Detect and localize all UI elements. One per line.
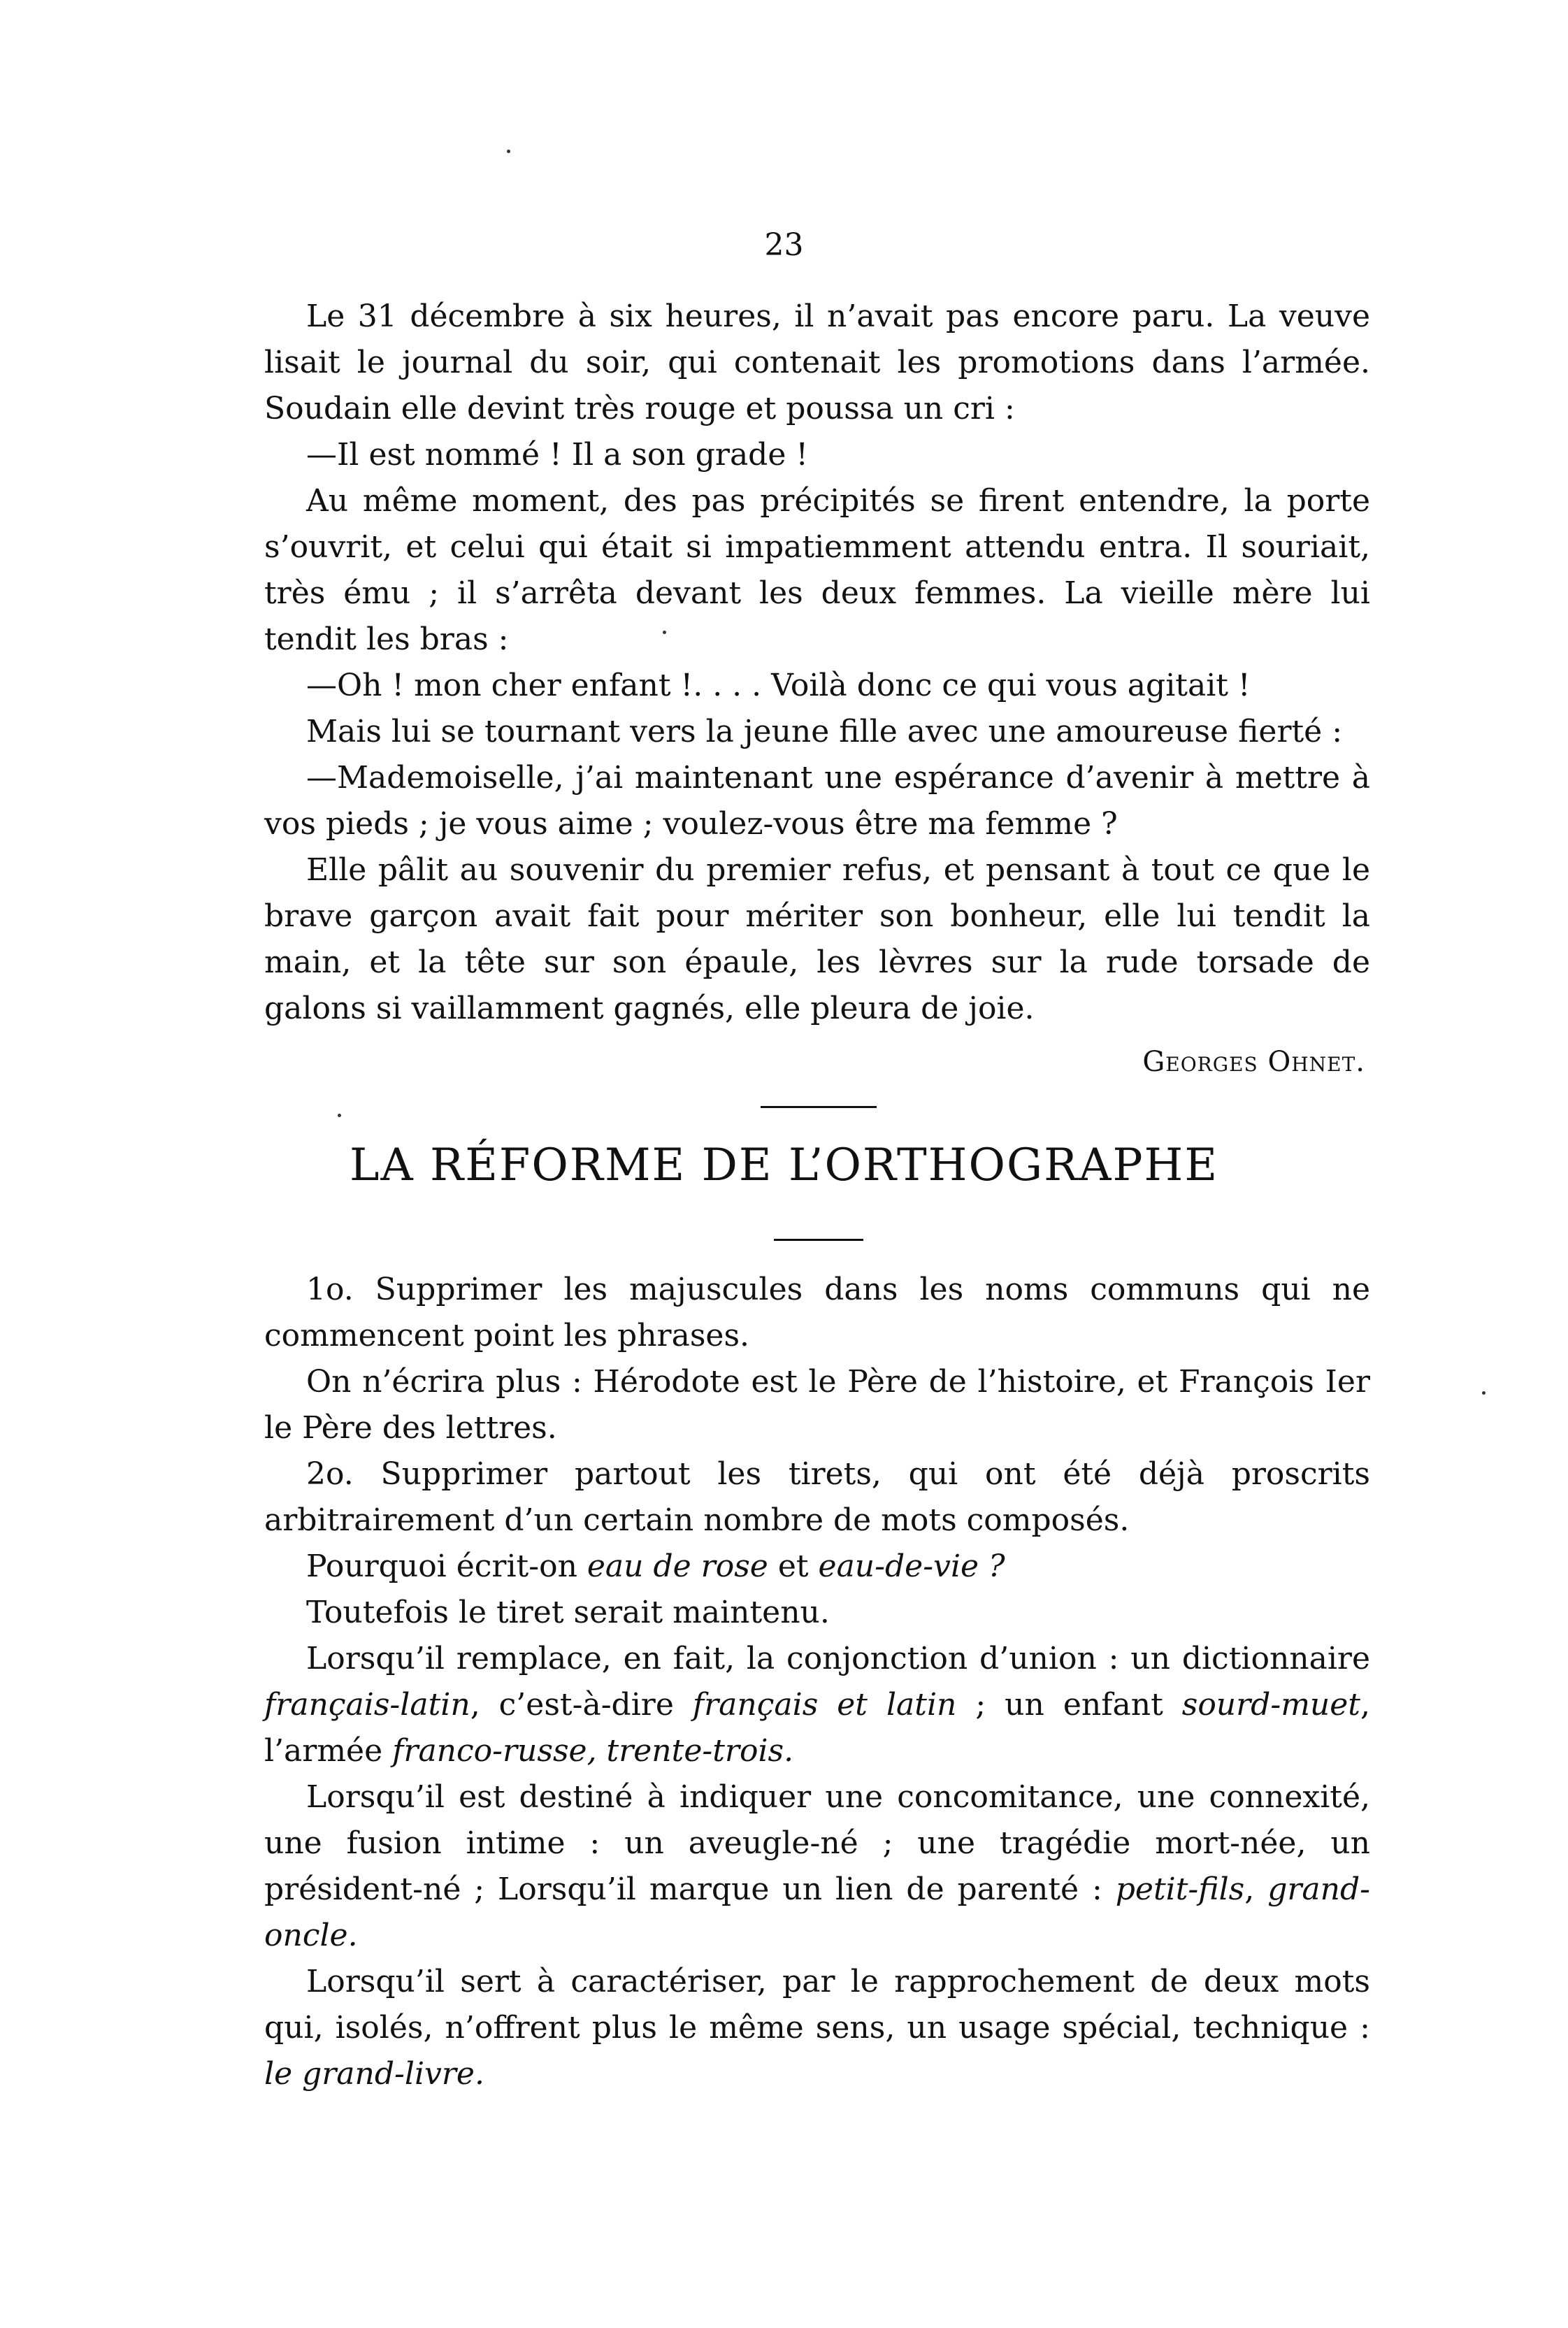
section-title: LA RÉFORME DE L’ORTHOGRAPHE	[349, 1140, 1219, 1191]
story-paragraph: Le 31 décembre à six heures, il n’avait pas encore paru. La veuve lisait le journal du soir, qui contenait les promotions dans l’armée. Soudain elle devint très rouge et poussa un cri :	[264, 299, 1370, 426]
section-divider-bottom	[774, 1239, 863, 1241]
article-paragraph: On n’écrira plus : Hérodote est le Père de l’histoire, et François Ier le Père des lettres.	[264, 1364, 1370, 1446]
story-paragraph: —Il est nommé ! Il a son grade !	[306, 437, 809, 473]
text-span: ,	[1244, 1871, 1268, 1907]
ink-speck	[338, 1114, 341, 1117]
story-paragraph: Elle pâlit au souvenir du premier refus, et pensant à tout ce que le brave garçon avait fait pour mériter son bonheur, elle lui tendit la main, et la tête sur son épaule, les lèvres sur la rude torsade de galons si vaillamment gagnés, elle pleura de joie.	[264, 852, 1370, 1026]
author-signature: Georges Ohnet.	[1142, 1046, 1365, 1078]
italic-example: français-latin	[264, 1687, 470, 1723]
italic-example: franco-russe, trente-trois.	[392, 1733, 794, 1769]
italic-example: eau de rose	[587, 1549, 768, 1584]
text-span: Pourquoi écrit-on	[306, 1549, 587, 1584]
italic-example: français et latin	[692, 1687, 957, 1723]
article-paragraph: 2o. Supprimer partout les tirets, qui ont été déjà proscrits arbitrairement d’un certain nombre de mots composés.	[264, 1456, 1370, 1538]
text-span: , l’armée	[264, 1687, 1370, 1769]
ink-speck	[507, 150, 510, 153]
article-paragraph: Toutefois le tiret serait maintenu.	[306, 1595, 830, 1630]
italic-example: sourd-muet	[1181, 1687, 1360, 1723]
italic-example: grand-oncle.	[264, 1871, 1370, 1953]
text-span: et	[768, 1549, 819, 1584]
italic-example: eau-de-vie ?	[818, 1549, 1005, 1584]
italic-example: le grand-livre.	[264, 2056, 484, 2092]
text-span: Lorsqu’il sert à caractériser, par le rapprochement de deux mots qui, isolés, n’offrent plus le même sens, un usage spécial, technique :	[264, 1964, 1370, 2046]
ink-speck	[1482, 1391, 1486, 1395]
article-paragraph	[264, 1959, 1370, 2097]
italic-example: petit-fils	[1115, 1871, 1245, 1907]
article-paragraph	[264, 1636, 1370, 1774]
story-paragraph: —Oh ! mon cher enfant !. . . . Voilà donc ce qui vous agitait !	[306, 668, 1251, 703]
page-number: 23	[764, 227, 804, 263]
article-paragraph	[264, 1544, 1370, 1590]
story-paragraph: Mais lui se tournant vers la jeune fille avec une amoureuse fierté :	[306, 714, 1343, 749]
text-span: Lorsqu’il est destiné à indiquer une concomitance, une connexité, une fusion intime : un aveugle-né ; une tragédie mort-née, un président-né ; Lorsqu’il marque un lien de parenté :	[264, 1779, 1370, 1907]
article-text	[264, 1267, 1370, 2097]
section-divider-top	[761, 1106, 877, 1108]
story-paragraph: —Mademoiselle, j’ai maintenant une espérance d’avenir à mettre à vos pieds ; je vous aime ; voulez-vous être ma femme ?	[264, 760, 1370, 842]
article-paragraph	[264, 1774, 1370, 1959]
text-span: Lorsqu’il remplace, en fait, la conjonction d’union : un dictionnaire	[306, 1641, 1370, 1676]
story-text	[264, 294, 1370, 1032]
story-paragraph: Au même moment, des pas précipités se firent entendre, la porte s’ouvrit, et celui qui était si impatiemment attendu entra. Il souriait, très ému ; il s’arrêta devant les deux femmes. La vieille mère lui tendit les bras :	[264, 483, 1370, 657]
article-paragraph: 1o. Supprimer les majuscules dans les noms communs qui ne commencent point les phrases.	[264, 1272, 1370, 1353]
text-span: , c’est-à-dire	[470, 1687, 693, 1723]
text-span: ; un enfant	[956, 1687, 1182, 1723]
